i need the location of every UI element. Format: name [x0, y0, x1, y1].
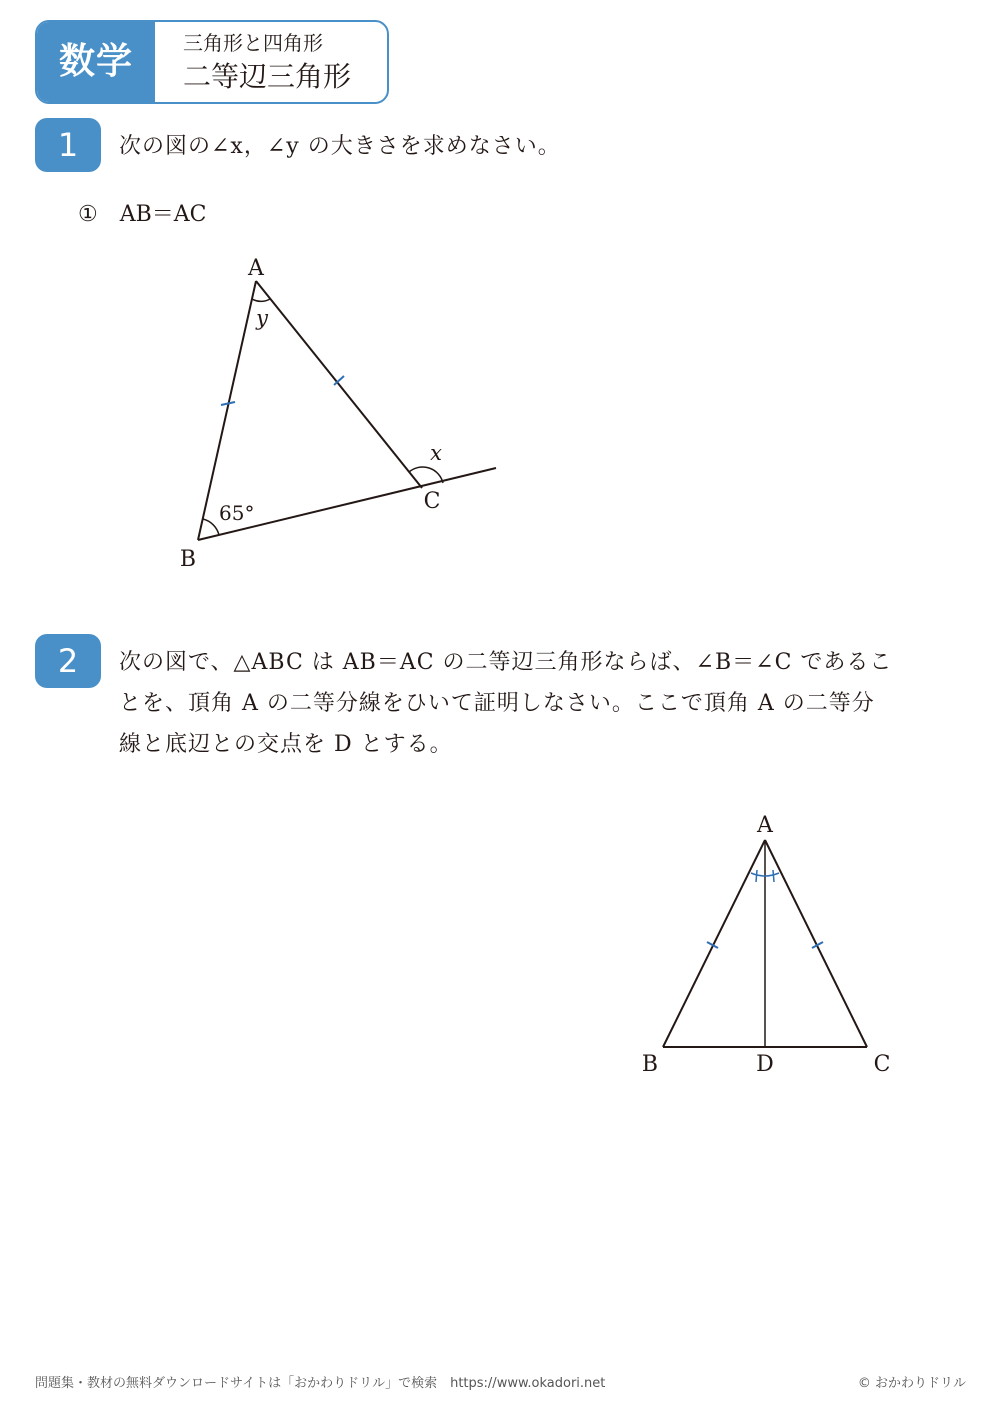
- vertex-label-b: B: [179, 547, 197, 572]
- figure-2-triangle: [0, 780, 1000, 1100]
- angle-arc-b: [203, 519, 219, 535]
- angle-arc-c: [409, 467, 443, 483]
- side-ab: [663, 840, 765, 1047]
- vertex-label-c: C: [423, 489, 441, 514]
- unit-label: 三角形と四角形: [183, 31, 323, 55]
- angle-label-b: 65°: [219, 501, 255, 525]
- side-ac: [256, 281, 422, 488]
- angle-arc-a: [252, 299, 270, 301]
- question-1-text: 次の図の∠x，∠y の大きさを求めなさい。: [119, 134, 561, 159]
- question-2-line-3: 線と底辺との交点を D とする。: [119, 732, 453, 757]
- angle-mark-left: [756, 870, 757, 882]
- question-1-sub-label: ① AB＝AC: [78, 202, 207, 227]
- vertex-label-a: A: [248, 256, 264, 281]
- angle-label-y: y: [256, 306, 268, 330]
- angle-mark-right: [773, 870, 774, 882]
- vertex-label-c: C: [873, 1052, 891, 1077]
- question-2-line-2: とを、頂角 A の二等分線をひいて証明しなさい。ここで頂角 A の二等分: [119, 691, 875, 716]
- subject-label: 数学: [37, 22, 155, 102]
- question-2-badge: 2: [35, 634, 101, 688]
- question-1-badge: 1: [35, 118, 101, 172]
- vertex-label-d: D: [756, 1052, 774, 1077]
- topic-title: 二等辺三角形: [183, 60, 352, 93]
- side-ac: [765, 840, 867, 1047]
- vertex-label-b: B: [641, 1052, 659, 1077]
- question-2-line-1: 次の図で、△ABC は AB＝AC の二等辺三角形ならば、∠B＝∠C であるこ: [119, 650, 893, 675]
- vertex-label-a: A: [757, 813, 773, 838]
- angle-label-x: x: [430, 441, 442, 465]
- footer-copyright: © おかわりドリル: [857, 1376, 966, 1391]
- footer-site-text: 問題集・教材の無料ダウンロードサイトは「おかわりドリル」で検索 https://www.okadori.net: [35, 1376, 606, 1391]
- figure-1-triangle: [0, 0, 1000, 620]
